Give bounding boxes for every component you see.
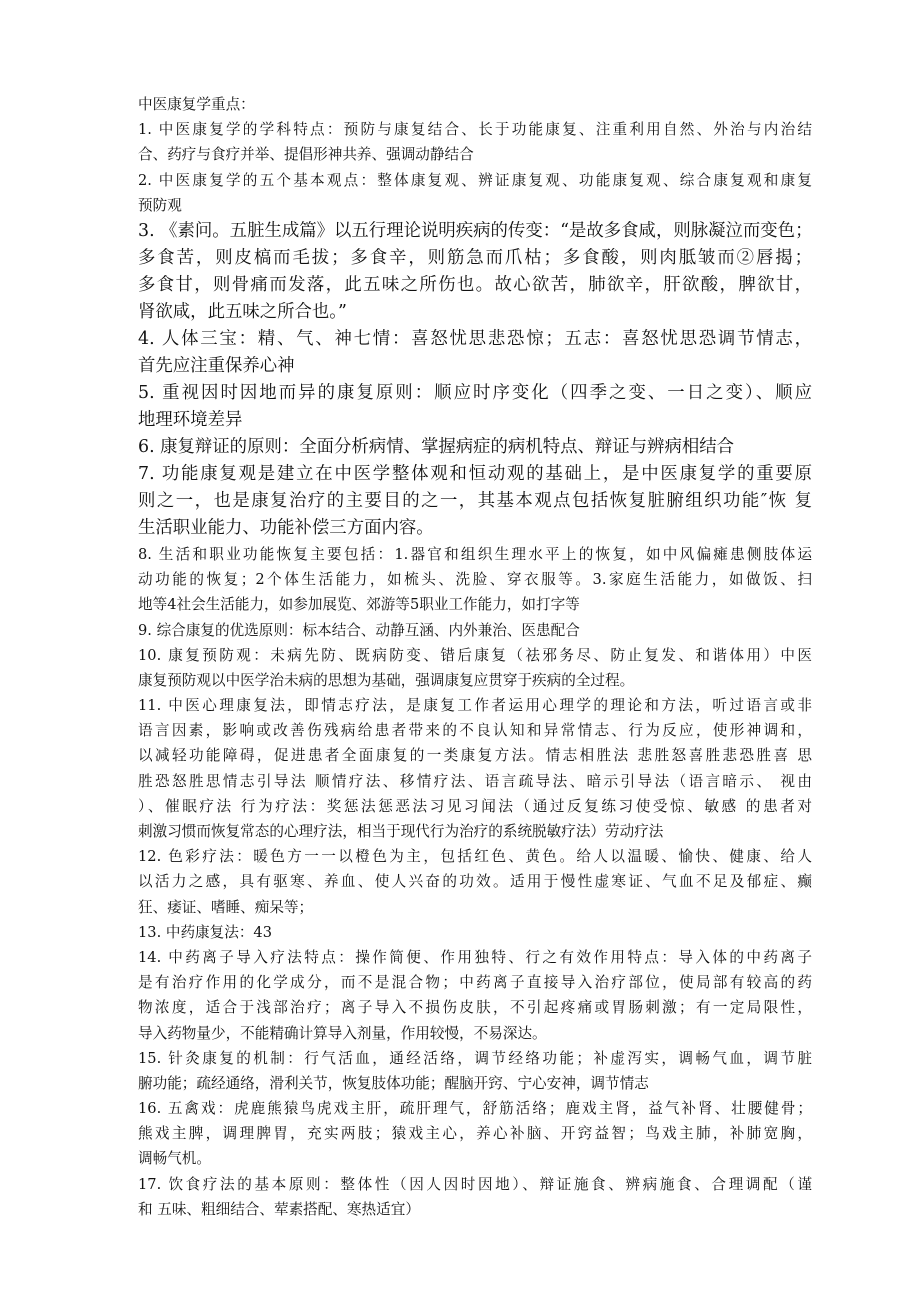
item-line: 动功能的恢复；2个体生活能力，如梳头、洗脸、穿衣服等。3.家庭生活能力，如做饭、扫 [138,571,812,589]
item-7 [138,461,812,542]
item-16 [138,1096,812,1172]
item-2 [138,168,812,218]
item-line: 地理环境差异 [138,409,243,430]
item-line: 8. 生活和职业功能恢复主要包括：1.器官和组织生理水平上的恢复，如中风偏瘫患侧肢体运 [138,545,812,563]
item-line: 11. 中医心理康复法，即情志疗法，是康复工作者运用心理学的理论和方法，听过语言或非 [138,697,812,715]
item-5 [138,380,812,434]
item-line: 则之一，也是康复治疗的主要目的之一，其基本观点包括恢复脏腑组织功能″恢 复 [138,490,812,511]
item-line: 17. 饮食疗法的基本原则：整体性（因人因时因地）、辩证施食、辨病施食、合理调配（谨 [138,1175,812,1193]
item-line: 7. 功能康复观是建立在中医学整体观和恒动观的基础上，是中医康复学的重要原 [138,463,812,484]
item-line: 1. 中医康复学的学科特点：预防与康复结合、长于功能康复、注重利用自然、外治与内治结 [138,121,812,139]
item-line: 首先应注重保养心神 [138,355,295,376]
item-line: 地等4社会生活能力，如参加展览、郊游等5职业工作能力，如打字等 [138,596,580,614]
item-line: 康复预防观以中医学治未病的思想为基础，强调康复应贯穿于疾病的全过程。 [138,671,635,689]
item-line: 多食苦，则皮槁而毛拔；多食辛，则筋急而爪枯；多食酸，则肉胝皱而②唇揭； [138,247,812,268]
document-title: 中医康复学重点： [138,96,255,113]
item-line: 肾欲咸，此五味之所合也。” [138,301,347,322]
item-line: 13. 中药康复法：43 [138,923,272,941]
item-line: 刺激习惯而恢复常态的心理疗法，相当于现代行为治疗的系统脱敏疗法）劳动疗法 [138,823,664,840]
item-line: 以活力之感，具有驱寒、养血、使人兴奋的功效。适用于慢性虚寒证、气血不足及郁症、癫 [138,873,812,891]
item-line: 导入药物量少，不能精确计算导入剂量，作用较慢，不易深达。 [138,1024,547,1042]
item-15 [138,1046,812,1096]
item-10 [138,643,812,693]
item-line: 和 五味、粗细结合、荤素搭配、寒热适宜） [138,1200,420,1218]
item-line: 15. 针灸康复的机制：行气活血，通经活络，调节经络功能；补虚泻实，调畅气血，调节脏 [138,1049,812,1067]
item-line: 预防观 [138,196,182,214]
document-body [138,92,812,1222]
item-line: 6. 康复辩证的原则：全面分析病情、掌握病症的病机特点、辩证与辨病相结合 [138,436,735,457]
item-6 [138,434,812,461]
item-line: 生活职业能力、功能补偿三方面内容。 [138,517,434,538]
item-4 [138,326,812,380]
item-17 [138,1172,812,1222]
item-11 [138,693,812,844]
item-line: 物浓度，适合于浅部治疗；离子导入不损伤皮肤，不引起疼痛或胃肠刺激；有一定局限性， [138,999,812,1017]
item-1 [138,117,812,167]
item-line: 狂、痿证、嗜睡、痴呆等； [138,898,314,916]
item-line: 是有治疗作用的化学成分，而不是混合物；中药离子直接导入治疗部位，使局部有较高的药 [138,974,812,992]
item-line: 以减轻功能障碍，促进患者全面康复的一类康复方法。情志相胜法 悲胜怒喜胜悲恐胜喜 思 [138,747,812,765]
item-line: 10. 康复预防观：未病先防、既病防变、错后康复（祛邪务尽、防止复发、和谐体用）中医 [138,646,812,664]
item-line: 腑功能；疏经通络，滑利关节，恢复肢体功能；醒脑开窍、宁心安神，调节情志 [138,1074,649,1092]
item-line: 调畅气机。 [138,1150,211,1168]
item-line: 多食甘，则骨痛而发落，此五味之所伤也。故心欲苦，肺欲辛，肝欲酸，脾欲甘， [138,274,812,295]
item-line: 9. 综合康复的优选原则：标本结合、动静互涵、内外兼治、医患配合 [138,621,580,639]
item-line: 胜恐怒胜思情志引导法 顺情疗法、移情疗法、语言疏导法、暗示引导法（语言暗示、 视由 [138,772,812,790]
item-line: 12. 色彩疗法：暖色方一一以橙色为主，包括红色、黄色。给人以温暖、愉快、健康、给人 [138,848,812,866]
item-14 [138,945,812,1046]
item-line: 熊戏主脾，调理脾胃，充实两肢；猿戏主心，养心补脑、开窍益智；鸟戏主肺，补肺宽胸， [138,1125,812,1143]
item-13 [138,920,812,945]
item-line: 合、药疗与食疗并举、提倡形神共养、强调动静结合 [138,146,474,164]
item-3 [138,218,812,326]
item-line: 3. 《素问。五脏生成篇》以五行理论说明疾病的传变：“是故多食咸，则脉凝泣而变色； [138,220,812,241]
item-line: 2. 中医康复学的五个基本观点：整体康复观、辨证康复观、功能康复观、综合康复观和康复 [138,171,812,189]
item-line: 5. 重视因时因地而异的康复原则：顺应时序变化（四季之变、一日之变）、顺应 [138,382,812,403]
item-8 [138,542,812,618]
item-line: ）、催眠疗法 行为疗法：奖惩法惩恶法习见习闻法（通过反复练习使受惊、敏感 的患者对 [138,797,812,815]
item-line: 语言因素，影响或改善伤残病给患者带来的不良认知和异常情志、行为反应，使形神调和， [138,722,812,740]
item-9 [138,618,812,643]
item-line: 16. 五禽戏：虎鹿熊猿鸟虎戏主肝，疏肝理气，舒筋活络；鹿戏主肾，益气补肾、壮腰健骨； [138,1100,812,1118]
item-line: 14. 中药离子导入疗法特点：操作简便、作用独特、行之有效作用特点：导入体的中药离子 [138,948,812,966]
item-12 [138,844,812,920]
item-line: 4. 人体三宝：精、气、神七情：喜怒忧思悲恐惊；五志：喜怒忧思恐调节情志， [138,328,812,349]
